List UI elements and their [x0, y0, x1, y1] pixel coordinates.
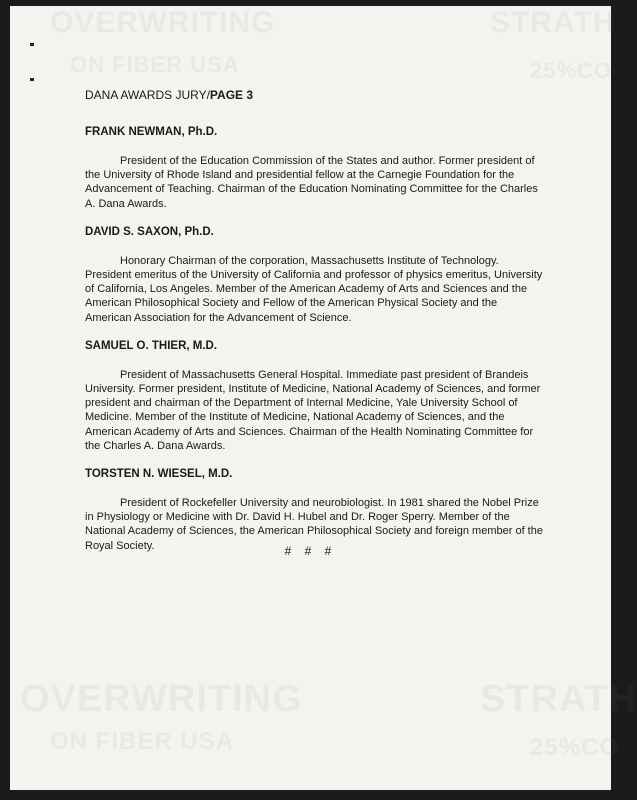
jury-member	[85, 125, 543, 211]
bleed-through-text: ON FIBER USA	[70, 52, 240, 77]
member-bio: Honorary Chairman of the corporation, Massachusetts Institute of Technology. President emeritus of the University of California and professor of physics emeritus, University of California, Los Angeles. Member of the American Academy of Arts and Sciences and the American Philosophical Society and Fellow of the American Physical Society and the American Association for the Advancement of Science.	[85, 254, 543, 324]
bleed-through-text: OVERWRITING	[50, 6, 276, 39]
bleed-through-text: STRATH	[490, 6, 616, 39]
punch-mark	[30, 78, 34, 81]
header-page-number: PAGE 3	[209, 88, 254, 102]
member-name: TORSTEN N. WIESEL, M.D.	[85, 468, 233, 481]
bleed-through-text: STRATH	[480, 678, 637, 720]
member-name: DAVID S. SAXON, Ph.D.	[85, 225, 214, 238]
bleed-through-text: OVERWRITING	[20, 678, 303, 720]
bleed-through-text: 25%CO	[530, 734, 620, 761]
jury-member	[85, 467, 543, 553]
bleed-through-text: ON FIBER USA	[50, 728, 235, 755]
jury-member	[85, 225, 543, 325]
page-header	[85, 88, 253, 102]
punch-mark	[30, 43, 34, 46]
member-bio: President of Rockefeller University and neurobiologist. In 1981 shared the Nobel Prize in Physiology or Medicine with Dr. David H. Hubel and Dr. Roger Sperry. Member of the National Academy of Sciences, the American Philosophical Society and foreign member of the Royal Society.	[85, 497, 543, 552]
member-bio: President of the Education Commission of the States and author. Former president of the University of Rhode Island and presidential fellow at the Carnegie Foundation for the Advancement of Teaching. Chairman of the Education Nominating Committee for the Charles A. Dana Awards.	[85, 155, 538, 210]
bleed-through-text: 25%CO	[530, 58, 613, 83]
end-mark: # # #	[284, 544, 337, 558]
document-page	[10, 6, 637, 790]
member-bio: President of Massachusetts General Hospital. Immediate past president of Brandeis University. Former president, Institute of Medicine, National Academy of Sciences, and former president and chairman of the Department of Internal Medicine, Yale University School of Medicine. Member of the Institute of Medicine, National Academy of Sciences, and the American Academy of Arts and Sciences. Chairman of the Health Nominating Committee for the Charles A. Dana Awards.	[85, 368, 541, 452]
member-name: SAMUEL O. THIER, M.D.	[85, 339, 218, 352]
header-prefix: DANA AWARDS JURY/	[85, 88, 210, 102]
jury-list	[85, 125, 543, 567]
jury-member	[85, 339, 543, 453]
member-name: FRANK NEWMAN, Ph.D.	[85, 126, 218, 138]
